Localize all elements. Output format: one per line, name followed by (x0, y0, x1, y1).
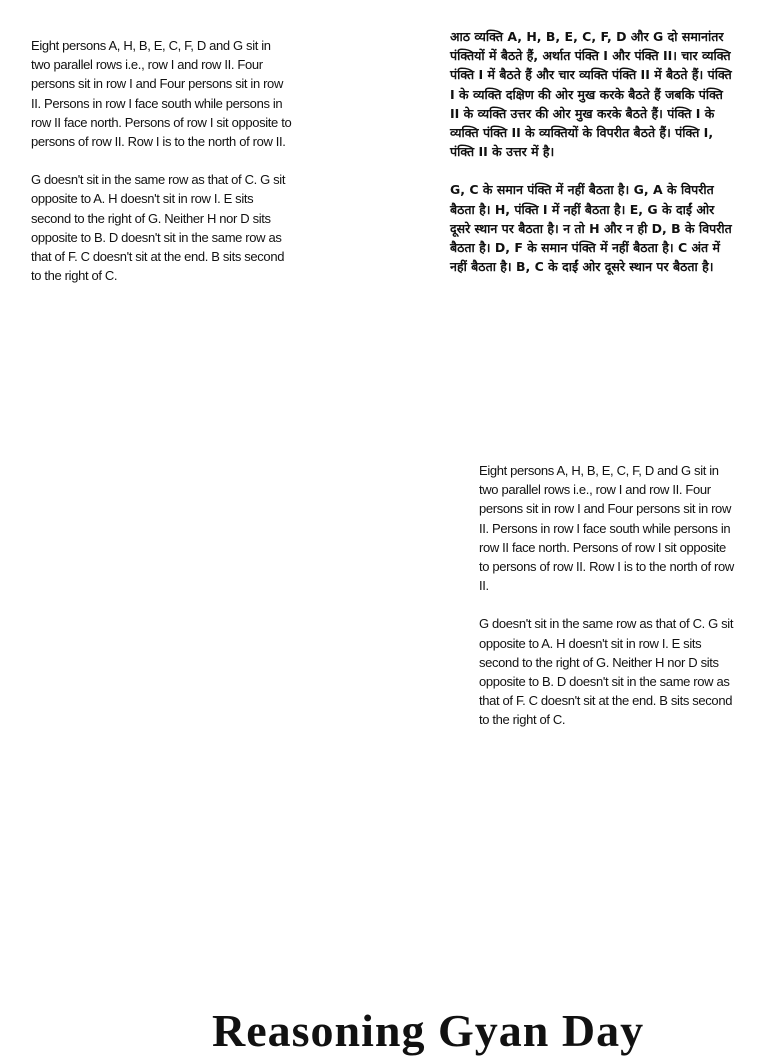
english-left-paragraph-1: Eight persons A, H, B, E, C, F, D and G sit in two parallel rows i.e., row I and row II. Four persons sit in row I and Four persons sit in row II. Persons in row I face south while persons in row II face north. Persons of row I sit opposite to persons of row II. Row I is to the north of row II. (31, 38, 292, 150)
english-right-paragraph-1: Eight persons A, H, B, E, C, F, D and G sit in two parallel rows i.e., row I and row II. Four persons sit in row I and Four persons sit in row II. Persons in row I face south while persons in row II face north. Persons of row I sit opposite to persons of row II. Row I is to the north of row II. (479, 463, 734, 594)
english-left-paragraph-2: G doesn't sit in the same row as that of C. G sit opposite to A. H doesn't sit in row I. E sits second to the right of G. Neither H nor D sits opposite to B. D doesn't sit in the same row as that of F. C doesn't sit at the end. B sits second to the right of C. (31, 172, 286, 284)
english-puzzle-left (31, 36, 293, 285)
hindi-paragraph-2: G, C के समान पंक्ति में नहीं बैठता है। G, A के विपरीत बैठता है। H, पंक्ति I में नहीं बैठता है। E, G के दाईं ओर दूसरे स्थान पर बैठता है। न तो H और न ही D, B के विपरीत बैठता है। D, F के समान पंक्ति में नहीं बैठता है। C अंत में नहीं बैठता है। B, C के दाईं ओर दूसरे स्थान पर बैठता है। (450, 182, 732, 275)
footer-title: Reasoning Gyan Day (212, 1005, 645, 1056)
hindi-paragraph-1: आठ व्यक्ति A, H, B, E, C, F, D और G दो समानांतर पंक्तियों में बैठते हैं, अर्थात पंक्ति I और पंक्ति II। चार व्यक्ति पंक्ति I में बैठते हैं और चार व्यक्ति पंक्ति II में बैठते हैं। पंक्ति I के व्यक्ति दक्षिण की ओर मुख करके बैठते हैं जबकि पंक्ति II के व्यक्ति उत्तर की ओर मुख करके बैठते हैं। पंक्ति I के व्यक्ति पंक्ति II के व्यक्तियों के विपरीत बैठते हैं। पंक्ति I, पंक्ति II के उत्तर में है। (450, 29, 732, 160)
hindi-puzzle-right (450, 27, 732, 276)
english-puzzle-right (479, 461, 735, 730)
english-right-paragraph-2: G doesn't sit in the same row as that of C. G sit opposite to A. H doesn't sit in row I. E sits second to the right of G. Neither H nor D sits opposite to B. D doesn't sit in the same row as that of F. C doesn't sit at the end. B sits second to the right of C. (479, 616, 734, 728)
